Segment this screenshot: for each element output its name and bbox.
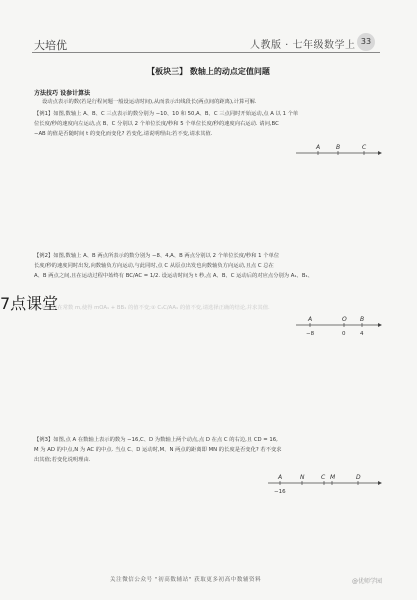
example-2-line-3: A、B 两点之间,且在运动过程中始终有 BC/AC = 1/2. 设运动时间为 t 秒,点 A、B、C 运动后的对应点分别为 A₁、B₁、 bbox=[34, 273, 313, 279]
label-c: C bbox=[362, 144, 367, 151]
label-o: O bbox=[342, 316, 347, 323]
example-1-line-1: 【例1】如图,数轴上 A、B、C 三点表示的数分别为 −10、10 和 50,A、B、C 三点同时开始运动,点 A 以 1 个单 bbox=[34, 111, 299, 117]
tick-label-minus-8: −8 bbox=[306, 331, 315, 337]
label-d: D bbox=[356, 474, 361, 481]
label-b: B bbox=[360, 316, 365, 323]
label-a: A bbox=[308, 316, 313, 323]
footer-note: 关注微信公众号 "初高数辅站" 获取更多初高中数辅资料 bbox=[110, 577, 262, 583]
example-3-number-line bbox=[268, 474, 382, 496]
label-a: A bbox=[316, 144, 321, 151]
method-intro: 设动点表示的数(若是行程问题一般设运动时间),从而表示出线段长(两点间的距离),计算可解. bbox=[42, 99, 257, 105]
header-book-title: 大培优 bbox=[34, 39, 67, 52]
tick-label-0: 0 bbox=[342, 331, 346, 337]
axis-arrow bbox=[378, 151, 382, 155]
tick-label-4: 4 bbox=[360, 331, 364, 337]
axis-arrow bbox=[378, 323, 382, 327]
example-2-line-2: 长度/秒的速度同时出发,向数轴负方向运动,与此同时,点 C 从原点出发也向数轴负方向运动,且点 C 总在 bbox=[34, 263, 274, 269]
example-3-line-3: 出其值;若变化说明理由. bbox=[34, 457, 91, 463]
label-b: B bbox=[336, 144, 341, 151]
tick-label-minus-16: −16 bbox=[274, 489, 286, 495]
method-heading: 方法技巧 设参计算法 bbox=[34, 90, 91, 97]
example-1-line-2: 位长度/秒的速度向左运动,点 B、C 分别以 2 个单位长度/秒和 5 个单位长度/秒的速度向右运动. 请问,BC bbox=[34, 121, 279, 127]
label-n: N bbox=[300, 474, 305, 481]
label-c: C bbox=[321, 474, 326, 481]
section-title: 【板块三】 数轴上的动点定值问题 bbox=[147, 67, 270, 76]
header-divider bbox=[32, 52, 380, 53]
example-3-line-1: 【例3】如图,点 A 在数轴上表示的数为 −16,C、D 为数轴上两个动点,点 D 在点 C 的右边,且 CD = 16, bbox=[34, 437, 278, 443]
label-m: M bbox=[330, 474, 336, 481]
axis-arrow bbox=[378, 481, 382, 485]
watermark-text: 7点课堂 bbox=[0, 294, 59, 313]
example-1-number-line bbox=[296, 144, 382, 158]
example-2-line-4: C₁,是否存在常数 m,使得 mOA₁ + BB₁ 的值不变;② C₁C/AA₁ 的值不变,请选择正确的结论,并求其值. bbox=[34, 305, 270, 311]
page-number: 33 bbox=[357, 33, 375, 51]
example-2-line-1: 【例2】如图,数轴上 A、B 两点所表示的数分别为 −8、4,A、B 两点分别以 2 个单位长度/秒和 1 个单位 bbox=[34, 253, 280, 259]
example-3-line-2: M 为 AD 的中点,N 为 AC 的中点. 当点 C、D 运动时,M、N 两点的距离即 MN 的长度是否变化? 若不变求 bbox=[34, 447, 282, 453]
label-a: A bbox=[278, 474, 283, 481]
header-edition: 人教版 · 七年级数学上 bbox=[250, 40, 356, 51]
publisher-logo: @优师学园 bbox=[352, 578, 383, 585]
example-2-number-line bbox=[296, 316, 382, 338]
example-1-line-3: −AB 的值是否随时间 t 的变化而变化? 若变化,请说明理由;若不变,请求其值. bbox=[34, 131, 213, 137]
